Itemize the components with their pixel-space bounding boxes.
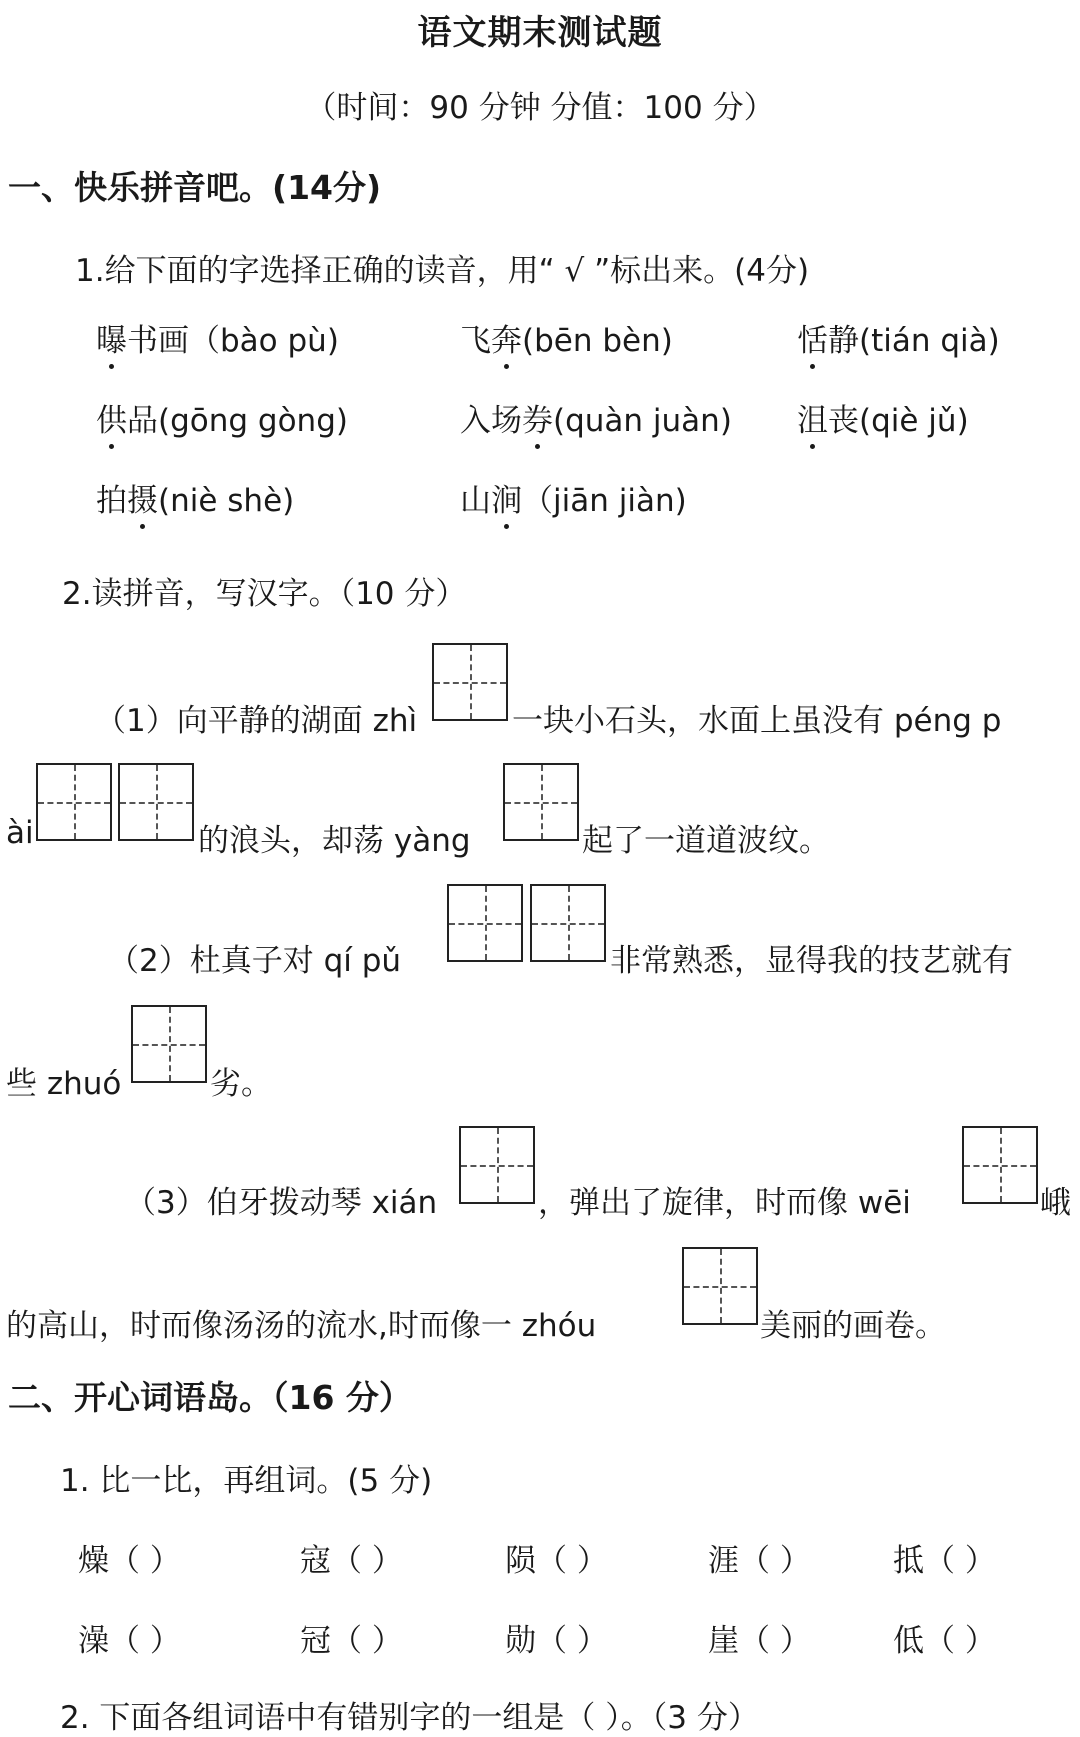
- sentence-3-text: 的高山，时而像汤汤的流水,时而像一 zhóu: [6, 1308, 597, 1344]
- word-item: 崖（ ）: [708, 1623, 811, 1659]
- word-item: 涯（ ）: [708, 1543, 811, 1579]
- writing-box[interactable]: [432, 643, 508, 721]
- pinyin-item: 供品(gōng gòng): [96, 395, 348, 440]
- word-item: 燥（ ）: [78, 1543, 181, 1579]
- sentence-1-text: ài: [6, 815, 34, 851]
- target-char: 券: [522, 395, 553, 440]
- sentence-1-text: 一块小石头，水面上虽没有 péng p: [512, 703, 1002, 739]
- word-item: 冠（ ）: [300, 1623, 403, 1659]
- target-char: 沮: [797, 395, 828, 440]
- sentence-3-text: ，弹出了旋律，时而像 wēi: [538, 1185, 911, 1221]
- writing-box[interactable]: [682, 1247, 758, 1325]
- target-char: 供: [96, 395, 127, 440]
- page-title: 语文期末测试题: [417, 13, 663, 53]
- writing-box[interactable]: [36, 763, 112, 841]
- pinyin-item: 山涧（jiān jiàn): [460, 475, 687, 520]
- exam-meta: （时间：90 分钟 分值：100 分）: [305, 90, 775, 126]
- writing-box[interactable]: [962, 1126, 1038, 1204]
- pinyin-item: 飞奔(bēn bèn): [460, 315, 673, 360]
- writing-box[interactable]: [131, 1005, 207, 1083]
- sentence-2-text: 劣。: [210, 1066, 272, 1102]
- sentence-3-text: （3）伯牙拨动琴 xián: [125, 1185, 438, 1221]
- word-item: 陨（ ）: [505, 1543, 608, 1579]
- pinyin-item: 入场券(quàn juàn): [460, 395, 732, 440]
- word-item: 抵（ ）: [893, 1543, 996, 1579]
- sentence-2-text: 非常熟悉，显得我的技艺就有: [610, 943, 1013, 979]
- pinyin-item: 沮丧(qiè jǔ): [797, 395, 969, 440]
- pinyin-item: 恬静(tián qià): [797, 315, 1000, 360]
- word-item: 寇（ ）: [300, 1543, 403, 1579]
- word-item: 低（ ）: [893, 1623, 996, 1659]
- writing-box[interactable]: [447, 884, 523, 962]
- q2-prompt: 2.读拼音，写汉字。（10 分）: [62, 576, 467, 612]
- s2-q2-prompt: 2. 下面各组词语中有错别字的一组是（ ）。（3 分）: [60, 1700, 759, 1736]
- s2-q1-prompt: 1. 比一比，再组词。(5 分): [60, 1463, 433, 1499]
- pinyin-item: 曝书画（bào pù): [96, 315, 339, 360]
- q1-prompt: 1.给下面的字选择正确的读音，用“ √ ”标出来。(4分): [75, 253, 810, 289]
- sentence-1-text: （1）向平静的湖面 zhì: [95, 703, 418, 739]
- word-item: 勋（ ）: [505, 1623, 608, 1659]
- writing-box[interactable]: [530, 884, 606, 962]
- sentence-3-text: 峨: [1040, 1185, 1071, 1221]
- target-char: 摄: [127, 475, 158, 520]
- word-item: 澡（ ）: [78, 1623, 181, 1659]
- sentence-2-text: （2）杜真子对 qí pǔ: [108, 943, 402, 979]
- sentence-1-text: 起了一道道波纹。: [582, 823, 830, 859]
- target-char: 奔: [491, 315, 522, 360]
- pinyin-item: 拍摄(niè shè): [96, 475, 294, 520]
- writing-box[interactable]: [503, 763, 579, 841]
- sentence-1-text: 的浪头，却荡 yàng: [198, 823, 471, 859]
- section-2-heading: 二、开心词语岛。（16 分）: [8, 1378, 412, 1417]
- target-char: 恬: [797, 315, 828, 360]
- writing-box[interactable]: [459, 1126, 535, 1204]
- writing-box[interactable]: [118, 763, 194, 841]
- target-char: 涧: [491, 475, 522, 520]
- sentence-2-text: 些 zhuó: [6, 1066, 122, 1102]
- target-char: 曝: [96, 315, 127, 360]
- sentence-3-text: 美丽的画卷。: [760, 1308, 946, 1344]
- section-1-heading: 一、快乐拼音吧。(14分): [8, 168, 382, 207]
